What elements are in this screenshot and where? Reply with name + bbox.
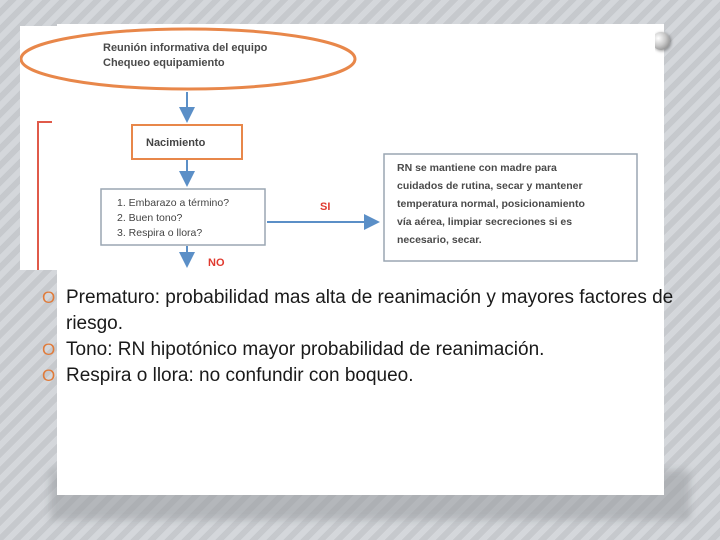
ellipse-line: Reunión informativa del equipo: [103, 42, 268, 54]
ellipse-line: Chequeo equipamiento: [103, 57, 225, 69]
question-item: 1. Embarazo a término?: [117, 197, 230, 209]
no-label: NO: [208, 257, 225, 269]
bullet-text: Respira o llora: no confundir con boqueo.: [66, 365, 414, 386]
questions-text: [117, 196, 229, 241]
rn-line: temperatura normal, posicionamiento: [397, 198, 585, 210]
left-bracket: [38, 122, 52, 270]
rn-line: cuidados de rutina, secar y mantener: [397, 180, 583, 192]
question-item: 2. Buen tono?: [117, 212, 183, 224]
bullet-mark: O: [42, 288, 56, 307]
bullet-item: [42, 363, 682, 389]
rn-line: RN se mantiene con madre para: [397, 162, 557, 174]
rn-line: necesario, secar.: [397, 234, 482, 246]
flowchart: [20, 26, 655, 270]
bullet-mark: O: [42, 366, 56, 385]
bullet-mark: O: [42, 340, 56, 359]
si-label: SI: [320, 201, 331, 213]
bullet-list: [42, 285, 682, 389]
rn-line: vía aérea, limpiar secreciones si es: [397, 216, 573, 228]
rn-text: [397, 159, 637, 249]
bullet-item: [42, 285, 682, 337]
nacimiento-label: Nacimiento: [146, 137, 206, 149]
bullet-text: Tono: RN hipotónico mayor probabilidad de reanimación.: [66, 339, 545, 360]
bullet-text: Prematuro: probabilidad mas alta de reanimación y mayores factores de riesgo.: [66, 287, 674, 334]
question-item: 3. Respira o llora?: [117, 227, 203, 239]
bullet-item: [42, 337, 682, 363]
ellipse-text: [103, 41, 267, 71]
